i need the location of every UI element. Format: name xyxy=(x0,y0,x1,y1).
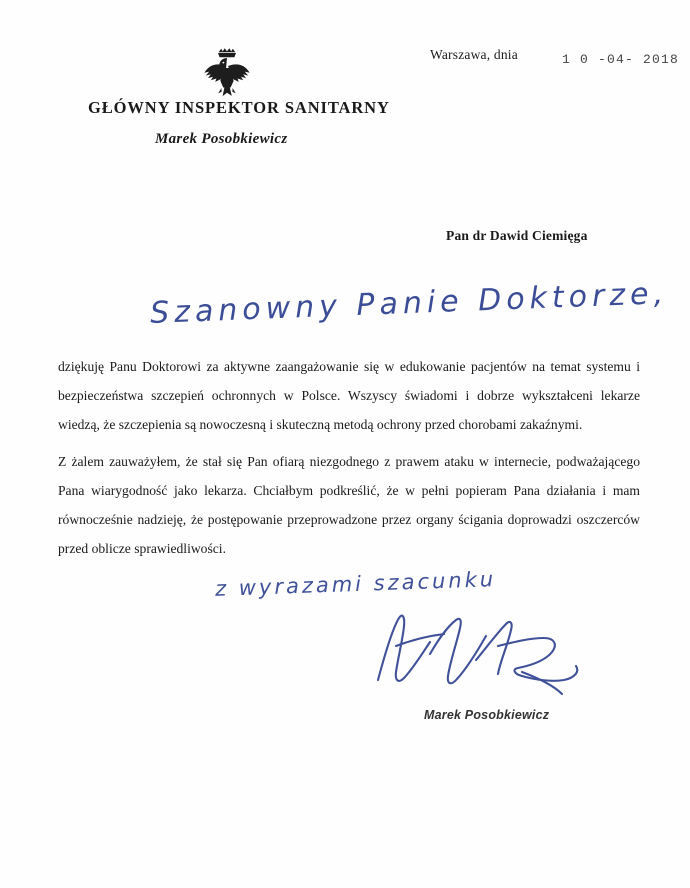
office-title: GŁÓWNY INSPEKTOR SANITARNY xyxy=(88,98,390,117)
body-paragraph: dziękuję Panu Doktorowi za aktywne zaangażowanie się w edukowanie pacjentów na temat systemu i bezpieczeństwa szczepień ochronnych w Polsce. Wszyscy świadomi i dobrze wykształceni lekarze wiedzą, że szczepienia są nowoczesną i skuteczną metodą ochrony przed chorobami zakaźnymi. xyxy=(58,359,640,432)
polish-eagle-emblem-icon xyxy=(196,44,258,102)
signature-name: Marek Posobkiewicz xyxy=(424,708,550,722)
date-stamp: 1 0 -04- 2018 xyxy=(562,52,680,67)
office-person-name: Marek Posobkiewicz xyxy=(155,131,288,147)
addressee: Pan dr Dawid Ciemięga xyxy=(446,228,588,243)
place-date-label: Warszawa, dnia xyxy=(430,47,518,62)
letter-body xyxy=(58,352,640,563)
handwritten-signature-icon xyxy=(372,606,602,698)
handwritten-closing: z wyrazami szacunku xyxy=(214,567,497,601)
body-paragraph: Z żalem zauważyłem, że stał się Pan ofiarą niezgodnego z prawem ataku w internecie, podważającego Pana wiarygodność jako lekarza. Chciałbym podkreślić, że w pełni popieram Pana działania i mam równocześnie nadzieję, że postępowanie przeprowadzone przez organy ścigania doprowadzi oszczerców przed oblicze sprawiedliwości. xyxy=(58,454,640,556)
handwritten-salutation: Szanowny Panie Doktorze, xyxy=(149,276,669,331)
